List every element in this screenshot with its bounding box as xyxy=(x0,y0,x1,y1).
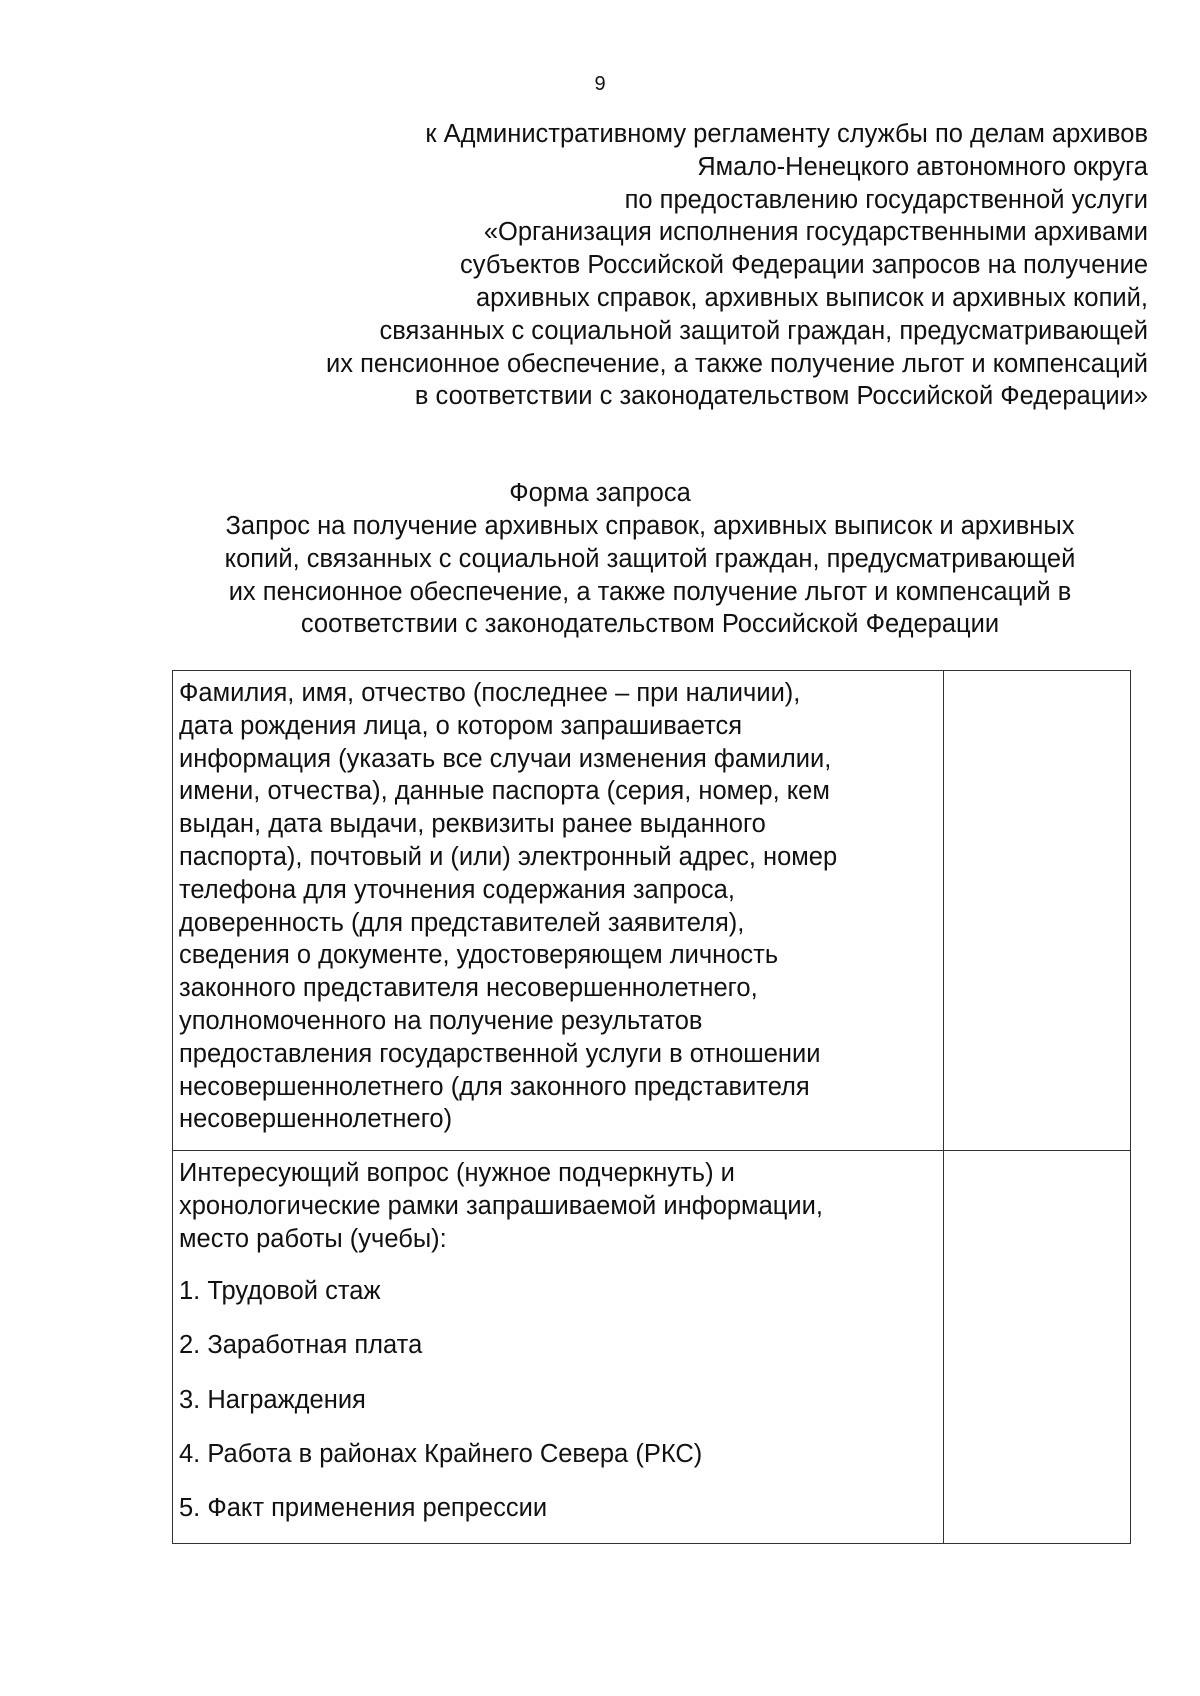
cell-text-line: телефона для уточнения содержания запроса, xyxy=(179,875,735,904)
applicant-info-value-cell[interactable] xyxy=(944,671,1131,1151)
cell-text-line: место работы (учебы): xyxy=(179,1224,447,1253)
cell-text-line: выдан, дата выдачи, реквизиты ранее выданного xyxy=(179,810,766,839)
table-row xyxy=(173,1151,1131,1544)
header-line: «Организация исполнения государственными архивами xyxy=(483,218,1148,247)
header-line: в соответствии с законодательством Российской Федерации» xyxy=(414,382,1148,411)
option-awards[interactable]: 3. Награждения xyxy=(179,1385,366,1414)
form-title: Форма запроса xyxy=(509,479,691,507)
header-line: к Административному регламенту службы по делам архивов xyxy=(425,120,1148,148)
header-line: архивных справок, архивных выписок и архивных копий, xyxy=(475,283,1148,312)
applicant-info-label-cell xyxy=(173,671,944,1151)
cell-text-line: сведения о документе, удостоверяющем личность xyxy=(179,941,779,970)
cell-text-line: уполномоченного на получение результатов xyxy=(179,1006,703,1035)
cell-text-line: доверенность (для представителей заявителя), xyxy=(179,908,745,937)
subtitle-line: их пенсионное обеспечение, а также получение льгот и компенсаций в xyxy=(228,577,1072,606)
cell-text-line: хронологические рамки запрашиваемой информации, xyxy=(179,1191,823,1220)
header-line: Ямало-Ненецкого автономного округа xyxy=(697,152,1148,181)
cell-text-line: несовершеннолетнего (для законного представителя xyxy=(179,1072,810,1101)
page-number: 9 xyxy=(594,73,606,95)
option-repression-fact[interactable]: 5. Факт применения репрессии xyxy=(179,1493,548,1522)
regulation-header xyxy=(148,118,1148,413)
form-subtitle xyxy=(150,510,1150,641)
cell-text-line: имени, отчества), данные паспорта (серия, номер, кем xyxy=(179,777,830,806)
subtitle-line: Запрос на получение архивных справок, архивных выписок и архивных xyxy=(225,512,1075,540)
question-option-list xyxy=(179,1275,935,1524)
request-form-table xyxy=(172,670,1131,1544)
header-line: по предоставлению государственной услуги xyxy=(624,185,1148,214)
cell-text-line: Интересующий вопрос (нужное подчеркнуть) и xyxy=(179,1159,735,1187)
header-line: субъектов Российской Федерации запросов на получение xyxy=(460,251,1148,280)
cell-text-line: предоставления государственной услуги в отношении xyxy=(179,1039,821,1068)
cell-text-line: законного представителя несовершеннолетнего, xyxy=(179,974,758,1003)
cell-text-line: паспорта), почтовый и (или) электронный адрес, номер xyxy=(179,842,838,871)
option-salary[interactable]: 2. Заработная плата xyxy=(179,1331,423,1360)
option-far-north-work[interactable]: 4. Работа в районах Крайнего Севера (РКС) xyxy=(179,1439,703,1468)
header-line: связанных с социальной защитой граждан, предусматривающей xyxy=(379,316,1148,345)
header-line: их пенсионное обеспечение, а также получение льгот и компенсаций xyxy=(326,349,1148,378)
option-work-experience[interactable]: 1. Трудовой стаж xyxy=(179,1277,381,1306)
table-row xyxy=(173,671,1131,1151)
question-label-cell xyxy=(173,1151,944,1544)
cell-text-line: Фамилия, имя, отчество (последнее – при наличии), xyxy=(179,679,801,707)
cell-text-line: информация (указать все случаи изменения фамилии, xyxy=(179,744,832,773)
question-value-cell[interactable] xyxy=(944,1151,1131,1544)
cell-text-line: дата рождения лица, о котором запрашивается xyxy=(179,711,743,740)
subtitle-line: соответствии с законодательством Российской Федерации xyxy=(300,610,1000,639)
cell-text-line: несовершеннолетнего) xyxy=(179,1105,453,1134)
subtitle-line: копий, связанных с социальной защитой граждан, предусматривающей xyxy=(224,544,1076,573)
